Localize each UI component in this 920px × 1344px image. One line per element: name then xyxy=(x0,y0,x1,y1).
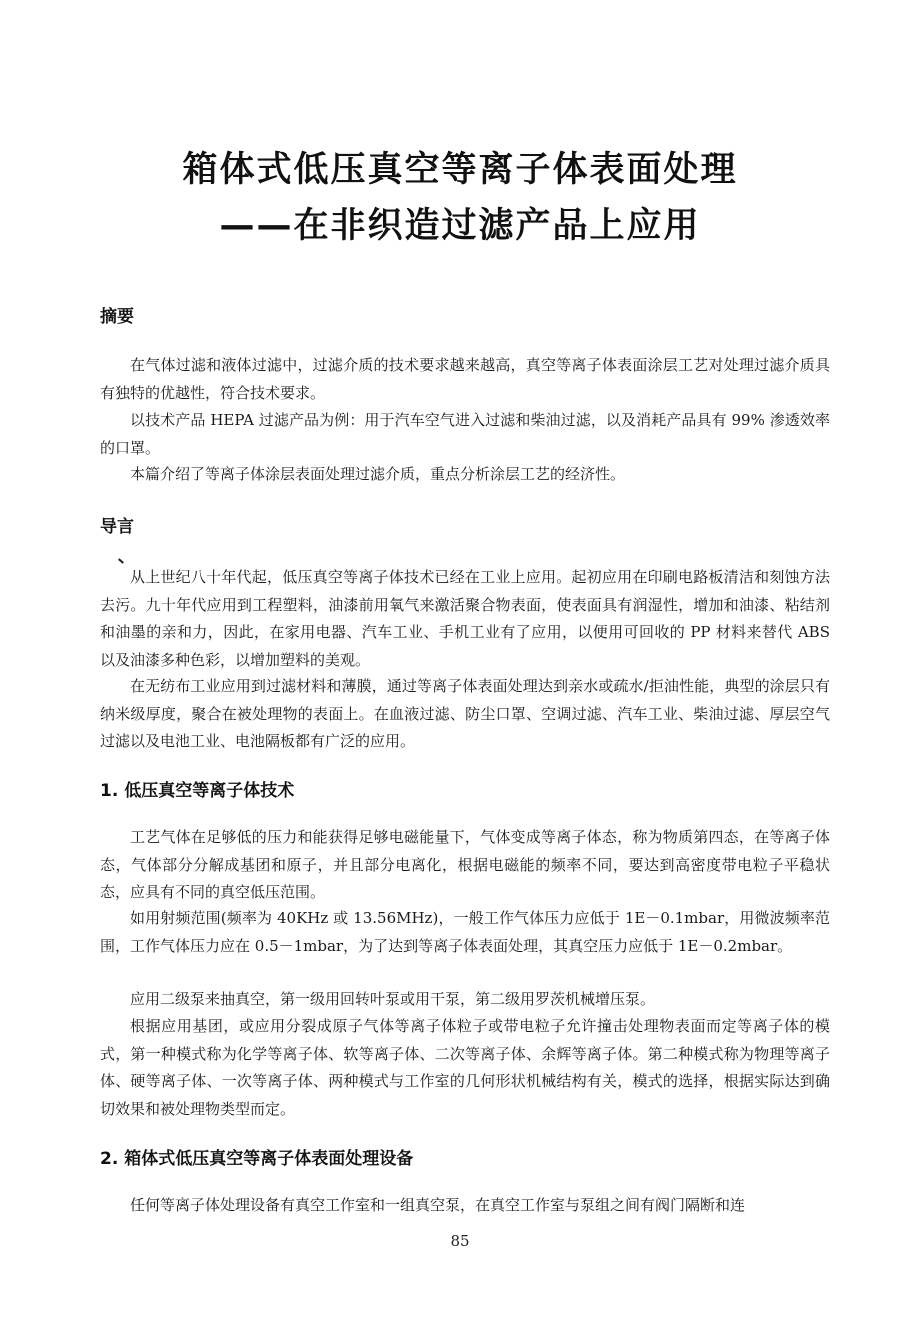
section-1-paragraph-3: 应用二级泵来抽真空，第一级用回转叶泵或用干泵，第二级用罗茨机械增压泵。 xyxy=(130,990,656,1008)
section-1-paragraph-1: 工艺气体在足够低的压力和能获得足够电磁能量下，气体变成等离子体态，称为物质第四态，在等离子体态，气体部分分解成基团和原子，并且部分电离化，根据电磁能的频率不同，要达到高密度带电粒子平稳状态，应具有不同的真空低压范围。 xyxy=(100,828,830,901)
section-1-heading: 1. 低压真空等离子体技术 xyxy=(100,781,295,801)
document-title-line-1: 箱体式低压真空等离子体表面处理 xyxy=(182,150,738,190)
abstract-paragraph-3: 本篇介绍了等离子体涂层表面处理过滤介质，重点分析涂层工艺的经济性。 xyxy=(130,465,626,483)
intro-heading: 导言 xyxy=(100,517,134,537)
section-1-paragraph-4: 根据应用基团，或应用分裂成原子气体等离子体粒子或带电粒子允许撞击处理物表面而定等离子体的模式，第一种模式称为化学等离子体、软等离子体、二次等离子体、余辉等离子体。第二种模式称为物理等离子体、硬等离子体、一次等离子体、两种模式与工作室的几何形状机械结构有关，模式的选择，根据实际达到确切效果和被处理物类型而定。 xyxy=(100,1017,830,1118)
section-1-paragraph-2: 如用射频范围(频率为 40KHz 或 13.56MHz)，一般工作气体压力应低于 1E－0.1mbar，用微波频率范围，工作气体压力应在 0.5－1mbar，为了达到等离子体表面处理，其真空压力应低于 1E－0.2mbar。 xyxy=(100,909,830,955)
scan-mark xyxy=(118,558,124,563)
abstract-heading: 摘要 xyxy=(100,307,134,327)
section-2-heading: 2. 箱体式低压真空等离子体表面处理设备 xyxy=(100,1149,414,1169)
section-2-paragraph-1: 任何等离子体处理设备有真空工作室和一组真空泵，在真空工作室与泵组之间有阀门隔断和连 xyxy=(130,1196,746,1214)
abstract-paragraph-1: 在气体过滤和液体过滤中，过滤介质的技术要求越来越高，真空等离子体表面涂层工艺对处理过滤介质具有独特的优越性，符合技术要求。 xyxy=(100,356,830,402)
page-number: 85 xyxy=(450,1232,470,1250)
intro-paragraph-1: 从上世纪八十年代起，低压真空等离子体技术已经在工业上应用。起初应用在印刷电路板清洁和刻蚀方法去污。九十年代应用到工程塑料，油漆前用氧气来激活聚合物表面，使表面具有润湿性，增加和油漆、粘结剂和油墨的亲和力，因此，在家用电器、汽车工业、手机工业有了应用，以便用可回收的 PP 材料来替代 ABS 以及油漆多种色彩，以增加塑料的美观。 xyxy=(100,568,830,669)
abstract-paragraph-2: 以技术产品 HEPA 过滤产品为例：用于汽车空气进入过滤和柴油过滤，以及消耗产品具有 99% 渗透效率的口罩。 xyxy=(100,411,830,457)
intro-paragraph-2: 在无纺布工业应用到过滤材料和薄膜，通过等离子体表面处理达到亲水或疏水/拒油性能，典型的涂层只有纳米级厚度，聚合在被处理物的表面上。在血液过滤、防尘口罩、空调过滤、汽车工业、柴油过滤、厚层空气过滤以及电池工业、电池隔板都有广泛的应用。 xyxy=(100,677,830,750)
document-title-line-2: ——在非织造过滤产品上应用 xyxy=(219,206,701,246)
